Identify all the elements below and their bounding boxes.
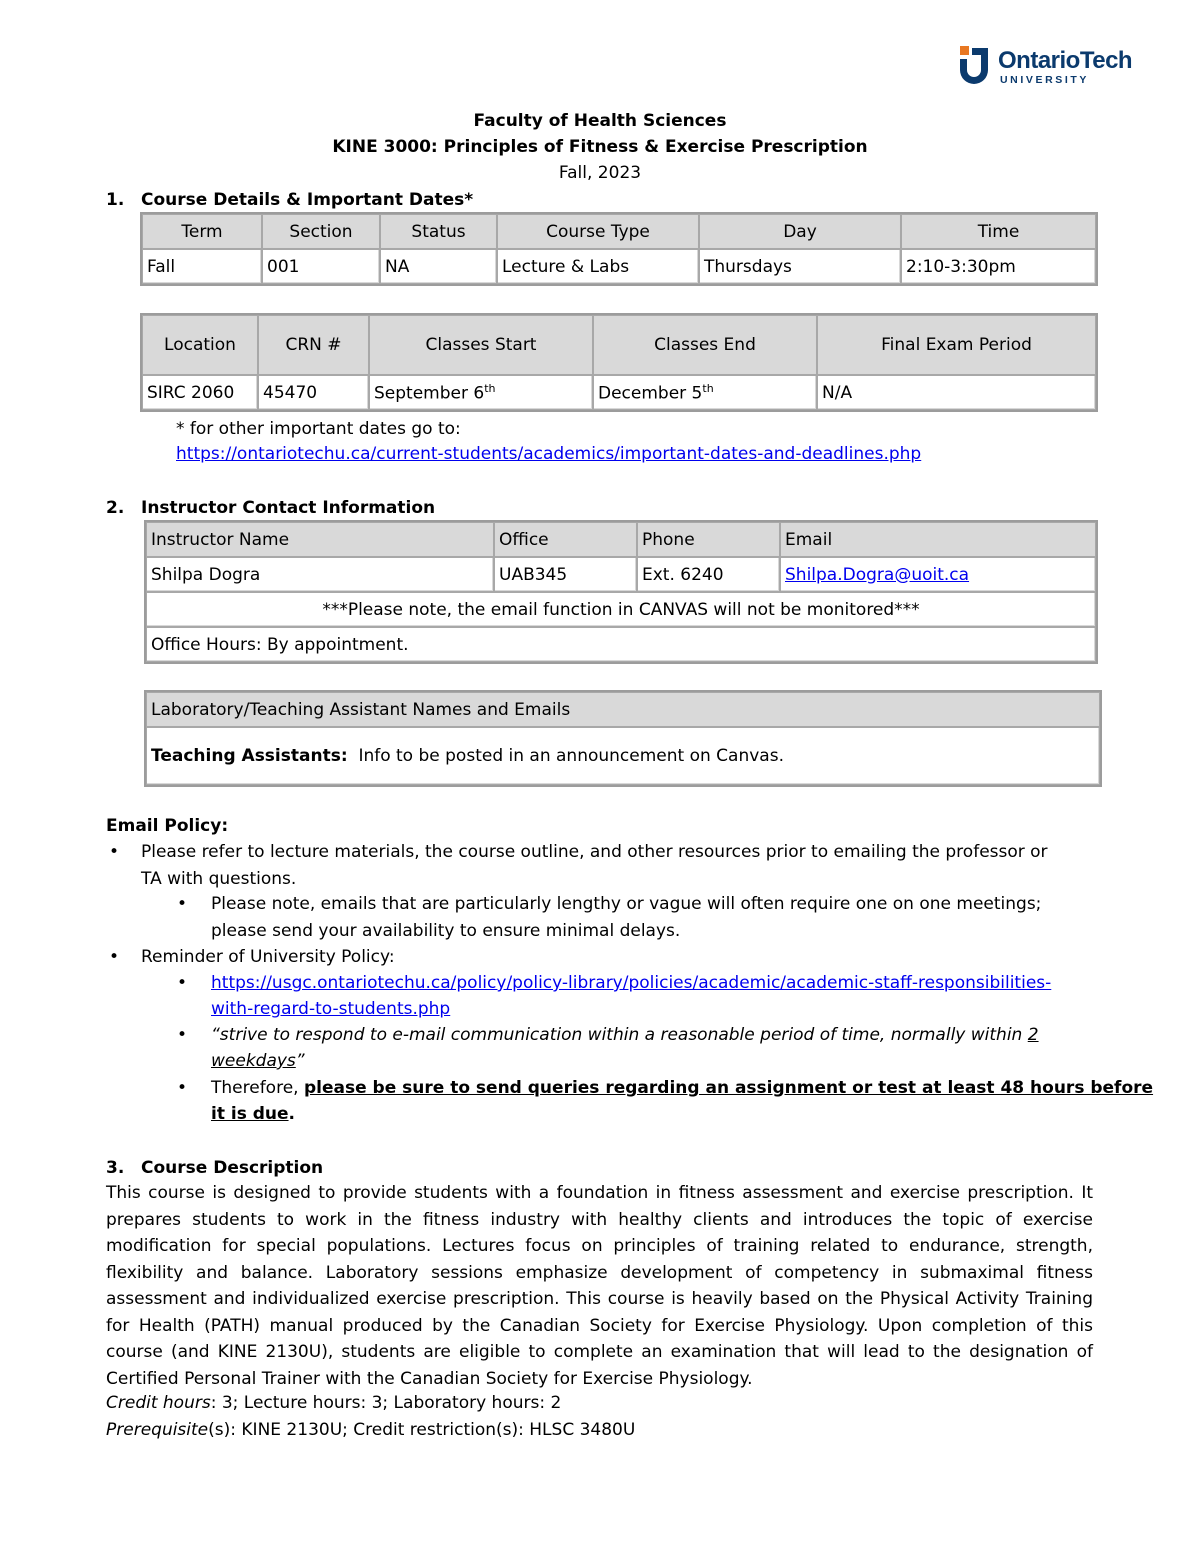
policy-link-line2[interactable]: with-regard-to-students.php	[211, 999, 451, 1019]
header-status: Status	[380, 214, 497, 249]
policy-quote-text: “strive to respond to e-mail communication within a reasonable period of time, normally within	[211, 1025, 1028, 1045]
bullet-icon: •	[177, 973, 188, 993]
email-policy-b2: Reminder of University Policy:	[141, 947, 395, 967]
classes-start-date: September 6	[374, 383, 485, 404]
policy-quote-line1	[211, 1025, 1039, 1045]
email-policy-title: Email Policy:	[106, 816, 229, 836]
bullet-icon: •	[109, 947, 120, 967]
prerequisites	[106, 1420, 635, 1440]
section1-title: Course Details & Important Dates*	[141, 190, 474, 210]
bullet-icon: •	[177, 1078, 188, 1098]
cell-course-type: Lecture & Labs	[497, 249, 699, 284]
classes-end-date: December 5	[598, 383, 703, 404]
university-logo	[958, 44, 1143, 92]
bullet-icon: •	[109, 842, 120, 862]
classes-end-sup: th	[702, 381, 714, 395]
credit-hours	[106, 1393, 561, 1413]
header-section: Section	[262, 214, 380, 249]
header-crn: CRN #	[258, 315, 369, 375]
course-details-table	[140, 212, 1098, 286]
header-time: Time	[901, 214, 1096, 249]
logo-mark-icon	[958, 44, 994, 88]
prerequisite-text: (s): KINE 2130U; Credit restriction(s): HLSC 3480U	[208, 1420, 636, 1440]
header-course-type: Course Type	[497, 214, 699, 249]
cell-office: UAB345	[494, 557, 637, 592]
important-dates-note: * for other important dates go to:	[176, 419, 461, 439]
office-hours: Office Hours: By appointment.	[146, 627, 1096, 662]
cell-term: Fall	[142, 249, 262, 284]
header-classes-start: Classes Start	[369, 315, 593, 375]
classes-start-sup: th	[484, 381, 496, 395]
cell-crn: 45470	[258, 375, 369, 410]
instructor-table	[144, 520, 1098, 664]
email-policy-b1a-line2: please send your availability to ensure minimal delays.	[211, 921, 681, 941]
cell-instructor-name: Shilpa Dogra	[146, 557, 494, 592]
cell-section: 001	[262, 249, 380, 284]
bullet-icon: •	[177, 1025, 188, 1045]
section2-title: Instructor Contact Information	[141, 498, 436, 518]
header-office: Office	[494, 522, 637, 557]
policy-therefore-emphasis: please be sure to send queries regarding an assignment or test at least 48 hours before	[303, 1078, 1154, 1098]
header-location: Location	[142, 315, 258, 375]
cell-location: SIRC 2060	[142, 375, 258, 410]
policy-quote-number: 2	[1027, 1025, 1039, 1045]
ta-table	[144, 690, 1102, 787]
cell-classes-end	[593, 375, 817, 410]
cell-day: Thursdays	[699, 249, 901, 284]
bullet-icon: •	[177, 894, 188, 914]
policy-quote-weekdays: weekdays	[211, 1051, 296, 1071]
header-day: Day	[699, 214, 901, 249]
policy-link-line1[interactable]: https://usgc.ontariotechu.ca/policy/policy-library/policies/academic/academic-staff-responsibilities-	[211, 973, 1052, 993]
canvas-note: ***Please note, the email function in CANVAS will not be monitored***	[146, 592, 1096, 627]
logo-name-part1: Ontario	[998, 47, 1080, 74]
location-dates-table	[140, 313, 1098, 412]
cell-classes-start	[369, 375, 593, 410]
header-term: Term	[142, 214, 262, 249]
logo-subtitle: UNIVERSITY	[1000, 74, 1090, 86]
section3-title: Course Description	[141, 1158, 324, 1178]
header-phone: Phone	[637, 522, 780, 557]
important-dates-link[interactable]: https://ontariotechu.ca/current-students/academics/important-dates-and-deadlines.php	[176, 444, 922, 464]
policy-quote-line2	[211, 1051, 305, 1071]
course-title: KINE 3000: Principles of Fitness & Exercise Prescription	[332, 137, 868, 157]
cell-final-exam: N/A	[817, 375, 1096, 410]
policy-therefore-prefix: Therefore,	[211, 1078, 304, 1098]
cell-phone: Ext. 6240	[637, 557, 780, 592]
section3-number: 3.	[106, 1158, 125, 1178]
ta-text: Info to be posted in an announcement on Canvas.	[358, 746, 784, 766]
section2-number: 2.	[106, 498, 125, 518]
policy-therefore-line2	[211, 1104, 295, 1124]
policy-therefore-period: .	[288, 1104, 296, 1124]
cell-status: NA	[380, 249, 497, 284]
cell-email	[780, 557, 1096, 592]
credit-hours-label: Credit hours	[106, 1393, 211, 1413]
header-email: Email	[780, 522, 1096, 557]
ta-header: Laboratory/Teaching Assistant Names and Emails	[146, 692, 1100, 727]
course-description: This course is designed to provide students with a foundation in fitness assessment and exercise prescription. It prepares students to work in the fitness industry with healthy clients and introduces the topic of exercise modification for special populations. Lectures focus on principles of training related to endurance, strength, flexibility and balance. Laboratory sessions emphasize development of competency in submaximal fitness assessment and individualized exercise prescription. This course is heavily based on the Physical Activity Training for Health (PATH) manual produced by the Canadian Society for Exercise Physiology. Upon completion of this course (and KINE 2130U), students are eligible to complete an examination that will lead to the designation of Certified Personal Trainer with the Canadian Society for Exercise Physiology.	[106, 1183, 1093, 1389]
section1-number: 1.	[106, 190, 125, 210]
instructor-email-link[interactable]: Shilpa.Dogra@uoit.ca	[785, 564, 970, 585]
ta-label: Teaching Assistants:	[151, 746, 348, 766]
email-policy-b1-line2: TA with questions.	[141, 869, 297, 889]
term-title: Fall, 2023	[558, 163, 642, 183]
email-policy-b1a-line1: Please note, emails that are particularly lengthy or vague will often require one on one meetings;	[211, 894, 1042, 914]
policy-therefore-line1	[211, 1078, 1153, 1098]
logo-name-part2: Tech	[1079, 47, 1133, 74]
header-instructor-name: Instructor Name	[146, 522, 494, 557]
header-classes-end: Classes End	[593, 315, 817, 375]
ta-cell	[146, 727, 1100, 785]
email-policy-b1-line1: Please refer to lecture materials, the course outline, and other resources prior to emailing the professor or	[141, 842, 1048, 862]
cell-time: 2:10-3:30pm	[901, 249, 1096, 284]
policy-therefore-due: it is due	[211, 1104, 289, 1124]
credit-hours-text: : 3; Lecture hours: 3; Laboratory hours: 2	[210, 1393, 562, 1413]
faculty-title: Faculty of Health Sciences	[473, 111, 727, 131]
policy-quote-end: ”	[295, 1051, 305, 1071]
prerequisite-label: Prerequisite	[106, 1420, 209, 1440]
header-final-exam: Final Exam Period	[817, 315, 1096, 375]
